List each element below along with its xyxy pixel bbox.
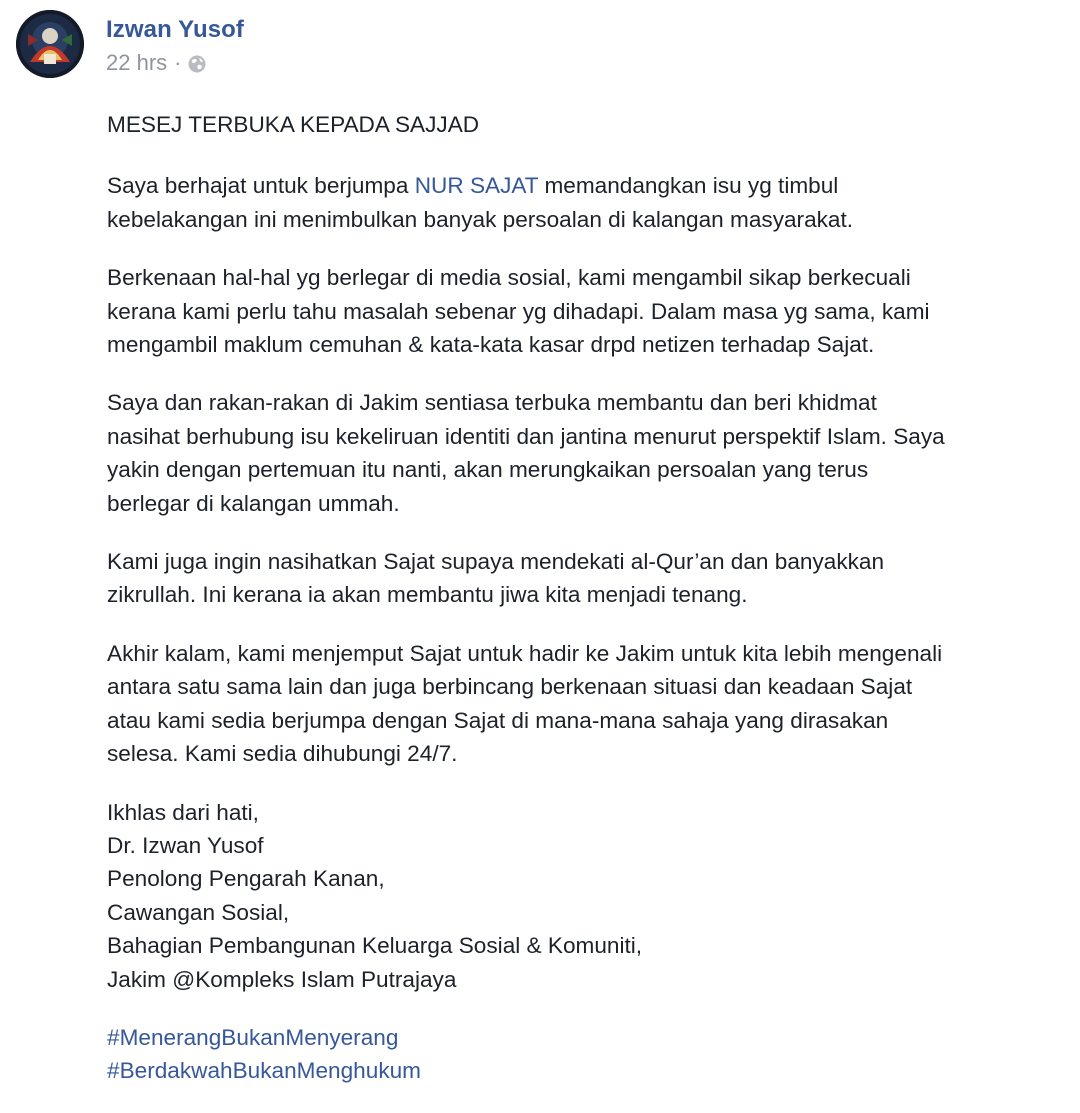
paragraph-1-text-before-mention: Saya berhajat untuk berjumpa [107, 173, 415, 199]
timestamp[interactable]: 22 hrs [106, 50, 168, 75]
author-name[interactable]: Izwan Yusof [106, 16, 245, 43]
signature-line: Cawangan Sosial, [107, 899, 290, 925]
paragraph-1-line-2: kebelakangan ini menimbulkan banyak persoalan di kalangan masyarakat. [107, 206, 854, 232]
post-title-text: MESEJ TERBUKA KEPADA SAJJAD [107, 112, 480, 137]
post-body [107, 108, 1057, 1113]
paragraph-4-line: Kami juga ingin nasihatkan Sajat supaya mendekati al-Qur’an dan banyakkan [107, 549, 885, 575]
paragraph-3-line: Saya dan rakan-rakan di Jakim sentiasa terbuka membantu dan beri khidmat [107, 390, 877, 416]
post-title [107, 108, 1057, 141]
hashtags [107, 1021, 1057, 1088]
paragraph-2-line: mengambil maklum cemuhan & kata-kata kasar drpd netizen terhadap Sajat. [107, 332, 875, 358]
signature-line: Jakim @Kompleks Islam Putrajaya [107, 966, 457, 992]
signature-line: Penolong Pengarah Kanan, [107, 866, 385, 892]
paragraph-2 [107, 261, 1057, 361]
paragraph-5-line: antara satu sama lain dan juga berbincang berkenaan situasi dan keadaan Sajat [107, 674, 913, 700]
paragraph-1 [107, 169, 1057, 236]
avatar-image [16, 10, 84, 78]
hashtag-link[interactable]: #BerdakwahBukanMenghukum [107, 1058, 421, 1084]
signature-line: Bahagian Pembangunan Keluarga Sosial & Komuniti, [107, 933, 643, 959]
post-meta [106, 50, 207, 76]
paragraph-5-line: atau kami sedia berjumpa dengan Sajat di mana-mana sahaja yang dirasakan [107, 707, 889, 733]
post-header [16, 10, 1056, 80]
paragraph-4-line: zikrullah. Ini kerana ia akan membantu jiwa kita menjadi tenang. [107, 582, 748, 608]
hashtag-link[interactable]: #MenerangBukanMenyerang [107, 1024, 399, 1050]
paragraph-4 [107, 545, 1057, 612]
paragraph-3-line: nasihat berhubung isu kekeliruan identiti dan jantina menurut perspektif Islam. Saya [107, 423, 945, 449]
meta-separator: · [174, 50, 182, 75]
paragraph-5-line: Akhir kalam, kami menjemput Sajat untuk hadir ke Jakim untuk kita lebih mengenali [107, 640, 943, 666]
paragraph-3-line: berlegar di kalangan ummah. [107, 490, 400, 516]
paragraph-5-line: selesa. Kami sedia dihubungi 24/7. [107, 741, 458, 767]
globe-icon[interactable] [187, 54, 207, 74]
avatar[interactable] [16, 10, 84, 78]
paragraph-2-line: Berkenaan hal-hal yg berlegar di media sosial, kami mengambil sikap berkecuali [107, 265, 911, 291]
paragraph-3-line: yakin dengan pertemuan itu nanti, akan merungkaikan persoalan yang terus [107, 457, 869, 483]
signature-line: Dr. Izwan Yusof [107, 832, 264, 858]
paragraph-1-text-after-mention: memandangkan isu yg timbul [538, 173, 839, 199]
paragraph-3 [107, 386, 1057, 520]
mention-link[interactable]: NUR SAJAT [414, 173, 539, 199]
signature [107, 796, 1057, 996]
paragraph-1-line-1 [107, 169, 1057, 202]
paragraph-2-line: kerana kami perlu tahu masalah sebenar yg dihadapi. Dalam masa yg sama, kami [107, 298, 930, 324]
signature-line: Ikhlas dari hati, [107, 799, 259, 825]
paragraph-5 [107, 637, 1057, 771]
